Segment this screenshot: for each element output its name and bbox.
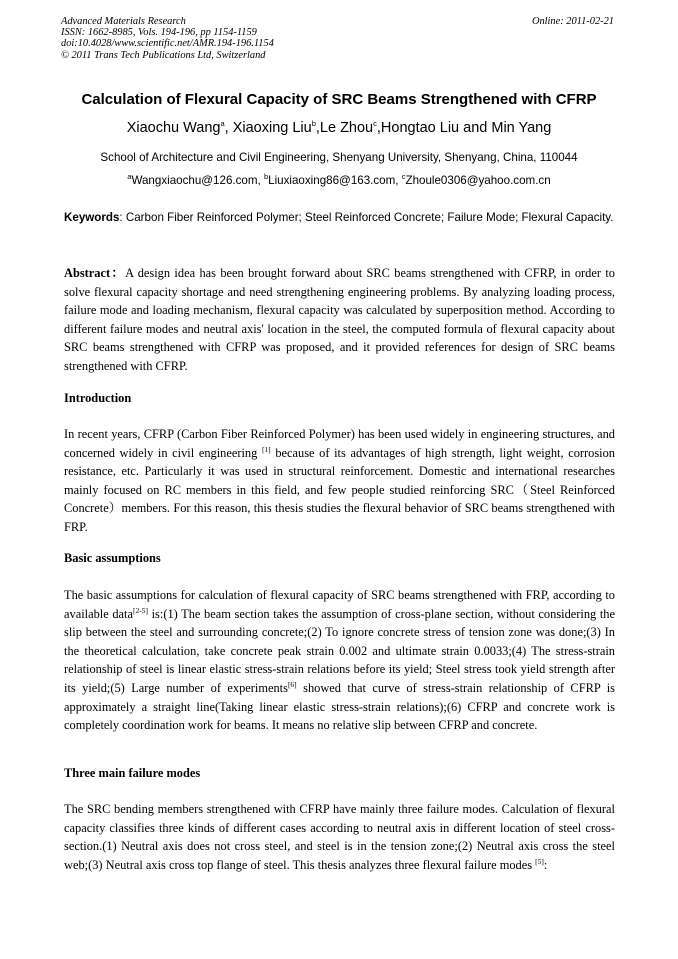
body-text: The SRC bending members strengthened with CFRP have mainly three failure modes. Calculation of flexural capacity classifies three kinds of different cases according to neutral axis in different location of steel cross-section.(1) Neutral axis does not cross steel, and steel is in the tension zone;(2) Neutral axis cross the steel web;(3) Neutral axis cross top flange of steel. This thesis analyzes three flexural failure modes: [64, 802, 615, 872]
section-heading-failure-modes: Three main failure modes: [64, 766, 201, 780]
keywords-text: : Carbon Fiber Reinforced Polymer; Steel Reinforced Concrete; Failure Mode; Flexural Capacity.: [119, 211, 614, 224]
journal-header: [61, 16, 274, 61]
email-address: Wangxiaochu@126.com,: [131, 174, 264, 187]
author-list: [0, 120, 678, 136]
section-heading-introduction: Introduction: [64, 391, 132, 405]
author-superscript: c: [373, 119, 377, 129]
body-text: In recent years, CFRP (Carbon Fiber Reinforced Polymer) has been used widely in engineering structures, and concerned widely in civil engineering: [64, 427, 615, 460]
section-heading-basic-assumptions: Basic assumptions: [64, 551, 161, 565]
basic-assumptions-paragraph: [64, 586, 615, 735]
body-text: :: [543, 857, 548, 872]
abstract-paragraph: [64, 264, 615, 376]
keywords-paragraph: [64, 209, 615, 227]
author-superscript: a: [220, 119, 225, 129]
author-name: Xiaochu Wang: [126, 120, 221, 136]
body-text: is:(1) The beam section takes the assumption of cross-plane section, without considering the slip between the steel and surrounding concrete;(2) To ignore concrete stress of tension zone was done;(3) In the theoretical calculation, take concrete peak strain 0.002 and ultimate strain 0.0033;(4) The stress-strain relationship of steel is linear elastic stress-strain relations before its yield; Steel stress took yield strength after its yield;(5) Large number of experiments: [64, 606, 616, 695]
copyright-line: © 2011 Trans Tech Publications Ltd, Switzerland: [61, 49, 266, 61]
email-superscript: a: [127, 172, 132, 182]
issn-line: ISSN: 1662-8985, Vols. 194-196, pp 1154-1159: [61, 27, 257, 39]
citation-ref: [6]: [287, 679, 297, 689]
email-superscript: b: [263, 172, 269, 182]
body-text: The basic assumptions for calculation of flexural capacity of SRC beams strengthened with FRP, according to available data: [64, 588, 615, 621]
introduction-paragraph: [64, 425, 615, 537]
body-text: showed that curve of stress-strain relationship of CFRP is approximately a straight line(Taking linear elastic stress-strain relations);(6) CFRP and concrete work is completely coordination work for beams. It means no relative slip between CFRP and concrete.: [64, 680, 615, 733]
paper-title: Calculation of Flexural Capacity of SRC Beams Strengthened with CFRP: [81, 91, 597, 108]
citation-ref: [5]: [535, 856, 544, 866]
doi-line: doi:10.4028/www.scientific.net/AMR.194-196.1154: [61, 38, 274, 50]
failure-modes-paragraph: [64, 800, 615, 874]
abstract-text: A design idea has been brought forward about SRC beams strengthened with CFRP, in order to solve flexural capacity shortage and need strengthening engineering problems. By analyzing loading process, failure mode and loading mechanism, flexural capacity was calculated by superposition method. According to different failure modes and neutral axis' location in the steel, the computed formula of flexural capacity about SRC beams strengthened with CFRP was proposed, and it provided references for design of SRC beams strengthened with CFRP.: [64, 266, 616, 373]
author-superscript: b: [311, 119, 316, 129]
keywords-label: Keywords: [64, 211, 120, 224]
affiliation: School of Architecture and Civil Engineering, Shenyang University, Shenyang, China, 110044: [100, 151, 578, 164]
citation-ref: [1]: [261, 444, 271, 454]
email-superscript: c: [401, 172, 406, 182]
author-name: ,Hongtao Liu and Min Yang: [376, 120, 552, 136]
email-address: Liuxiaoxing86@163.com,: [268, 174, 402, 187]
citation-ref: [2-5]: [132, 605, 148, 615]
email-list: [0, 174, 678, 187]
author-name: , Xiaoxing Liu: [224, 120, 312, 136]
body-text: because of its advantages of high strength, light weight, corrosion resistance, etc. Particularly it was used in structural reinforcement. Domestic and international researches mainly focused on RC members in this field, and few people studied reinforcing SRC（Steel Reinforced Concrete）members. For this reason, this thesis studies the flexural behavior of SRC beams strengthened with FRP.: [64, 445, 615, 534]
online-date: Online: 2011-02-21: [531, 16, 614, 27]
email-address: Zhoule0306@yahoo.com.cn: [405, 174, 551, 187]
abstract-label: Abstract：: [64, 266, 126, 280]
journal-name: Advanced Materials Research: [61, 16, 186, 27]
author-name: ,Le Zhou: [315, 120, 374, 136]
